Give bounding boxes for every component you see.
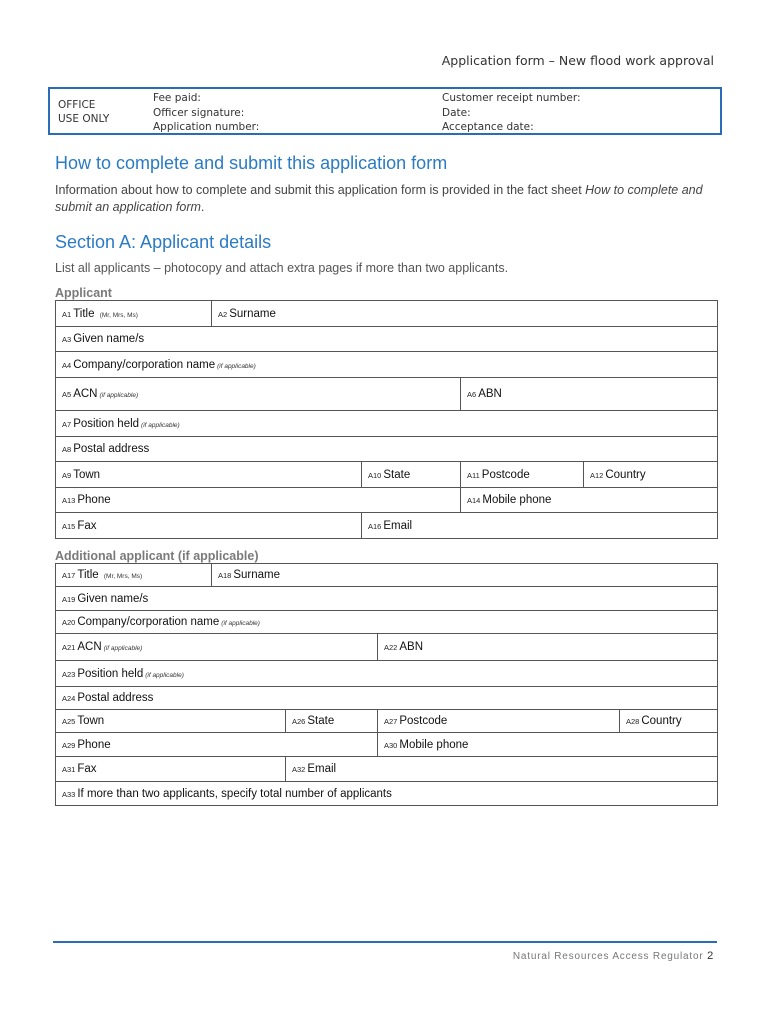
field-a20-company[interactable]: A20 Company/corporation name (if applicable) (56, 611, 718, 634)
field-a26-state[interactable]: A26 State (286, 710, 378, 733)
fee-paid-label: Fee paid: (153, 92, 201, 104)
additional-applicant-table (55, 563, 718, 806)
officer-signature-label: Officer signature: (153, 106, 245, 119)
fact-sheet-title: How to complete and submit an application form (55, 183, 703, 214)
how-to-paragraph (55, 182, 720, 215)
field-a17-title[interactable]: A17 Title (Mr, Mrs, Ms) (56, 564, 212, 587)
field-a19-given-names[interactable]: A19 Given name/s (56, 587, 718, 611)
section-a-heading: Section A: Applicant details (55, 232, 272, 252)
field-a12-country[interactable]: A12 Country (584, 462, 718, 488)
field-a4-company[interactable]: A4 Company/corporation name (if applicable) (56, 352, 718, 378)
field-a18-surname[interactable]: A18 Surname (212, 564, 718, 587)
office-use-box (48, 87, 722, 135)
field-a16-email[interactable]: A16 Email (362, 513, 718, 539)
page-number: 2 (707, 950, 714, 962)
how-to-end: . (200, 199, 205, 214)
application-number-label: Application number: (153, 121, 260, 133)
field-a29-phone[interactable]: A29 Phone (56, 733, 378, 757)
field-a11-postcode[interactable]: A11 Postcode (461, 462, 584, 488)
field-a9-town[interactable]: A9 Town (56, 462, 362, 488)
how-to-heading: How to complete and submit this application form (55, 153, 448, 173)
field-a25-town[interactable]: A25 Town (56, 710, 286, 733)
field-a1-title[interactable]: A1 Title (Mr, Mrs, Ms) (56, 301, 212, 327)
office-col-left (153, 91, 259, 135)
footer-org: Natural Resources Access Regulator (512, 951, 704, 962)
field-a28-country[interactable]: A28 Country (620, 710, 718, 733)
footer (513, 950, 714, 962)
additional-applicant-group-label: Additional applicant (if applicable) (55, 549, 259, 563)
field-a23-position[interactable]: A23 Position held (if applicable) (56, 661, 718, 687)
field-a30-mobile[interactable]: A30 Mobile phone (378, 733, 718, 757)
field-a27-postcode[interactable]: A27 Postcode (378, 710, 620, 733)
field-a3-given-names[interactable]: A3 Given name/s (56, 327, 718, 352)
field-a5-acn[interactable]: A5 ACN (if applicable) (56, 378, 461, 411)
customer-receipt-label: Customer receipt number: (442, 92, 581, 104)
applicant-table (55, 300, 718, 539)
section-a-intro: List all applicants – photocopy and attach extra pages if more than two applicants. (55, 261, 509, 275)
office-label-line2: USE ONLY (58, 113, 110, 125)
acceptance-date-label: Acceptance date: (442, 121, 534, 133)
field-a33-total-applicants[interactable]: A33 If more than two applicants, specify total number of applicants (56, 782, 718, 806)
office-use-label (58, 98, 109, 126)
field-a21-acn[interactable]: A21 ACN (if applicable) (56, 634, 378, 661)
date-label: Date: (442, 106, 471, 119)
field-a14-mobile[interactable]: A14 Mobile phone (461, 488, 718, 513)
field-a31-fax[interactable]: A31 Fax (56, 757, 286, 782)
field-a2-surname[interactable]: A2 Surname (212, 301, 718, 327)
field-a32-email[interactable]: A32 Email (286, 757, 718, 782)
field-a24-postal-address[interactable]: A24 Postal address (56, 687, 718, 710)
office-col-right (442, 91, 581, 135)
field-a7-position[interactable]: A7 Position held (if applicable) (56, 411, 718, 437)
field-a6-abn[interactable]: A6 ABN (461, 378, 718, 411)
how-to-text: Information about how to complete and submit this application form is provided in the fact sheet (55, 183, 586, 197)
field-a8-postal-address[interactable]: A8 Postal address (56, 437, 718, 462)
field-a22-abn[interactable]: A22 ABN (378, 634, 718, 661)
field-a15-fax[interactable]: A15 Fax (56, 513, 362, 539)
office-label-line1: OFFICE (58, 99, 96, 111)
applicant-group-label: Applicant (55, 286, 112, 300)
document-title: Application form – New flood work approval (441, 53, 714, 68)
footer-rule (53, 941, 717, 943)
field-a10-state[interactable]: A10 State (362, 462, 461, 488)
field-a13-phone[interactable]: A13 Phone (56, 488, 461, 513)
